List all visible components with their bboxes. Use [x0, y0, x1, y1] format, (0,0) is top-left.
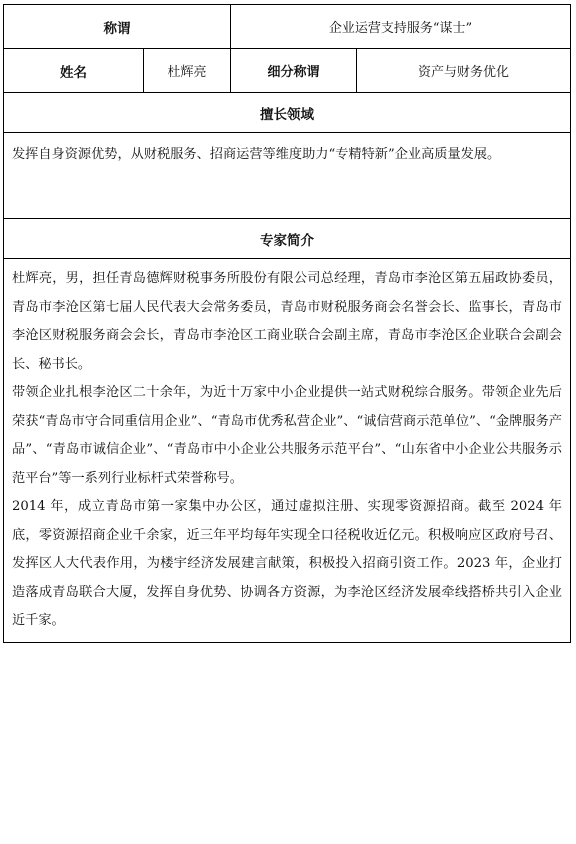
title-label: 称谓 — [4, 5, 231, 48]
sub-title-value: 资产与财务优化 — [417, 65, 509, 80]
name-label: 姓名 — [4, 49, 144, 92]
name-value: 杜辉亮 — [144, 49, 231, 92]
intro-row — [4, 259, 570, 642]
specialty-text: 发挥自身资源优势，从财税服务、招商运营等维度助力“专精特新”企业高质量发展。 — [12, 147, 501, 162]
specialty-cell — [4, 133, 570, 218]
sub-title-label: 细分称谓 — [231, 49, 357, 92]
title-row — [4, 5, 570, 49]
title-value: 企业运营支持服务“谋士” — [328, 21, 473, 36]
expert-profile-table — [3, 4, 571, 643]
name-row — [4, 49, 570, 93]
specialty-row — [4, 133, 570, 219]
intro-heading: 专家简介 — [260, 232, 314, 249]
intro-cell — [4, 259, 570, 642]
intro-paragraph-1: 杜辉亮，男，担任青岛德辉财税事务所股份有限公司总经理，青岛市李沧区第五届政协委员，青岛市李沧区第七届人民代表大会常务委员，青岛市财税服务商会名誉会长、监事长，青岛市李沧区财税服务商会会长，青岛市李沧区工商业联合会副主席，青岛市李沧区企业联合会副会长、秘书长。 — [12, 271, 562, 372]
specialty-heading-row — [4, 93, 570, 133]
intro-paragraph-2: 带领企业扎根李沧区二十余年，为近十万家中小企业提供一站式财税综合服务。带领企业先后荣获“青岛市守合同重信用企业”、“青岛市优秀私营企业”、“诚信营商示范单位”、“金牌服务产品”、“青岛市诚信企业”、“青岛市中小企业公共服务示范平台”、“山东省中小企业公共服务示范平台”等一系列行业标杆式荣誉称号。 — [12, 385, 562, 486]
intro-heading-row — [4, 219, 570, 259]
specialty-heading: 擅长领域 — [260, 106, 314, 123]
intro-paragraph-3: 2014 年，成立青岛市第一家集中办公区，通过虚拟注册、实现零资源招商。截至 2024 年底，零资源招商企业千余家，近三年平均每年实现全口径税收近亿元。积极响应区政府号召、发挥区人大代表作用，为楼宇经济发展建言献策，积极投入招商引资工作。2023 年，企业打造落成青岛联合大厦，发挥自身优势、协调各方资源，为李沧区经济发展牵线搭桥共引入企业近千家。 — [12, 499, 562, 628]
